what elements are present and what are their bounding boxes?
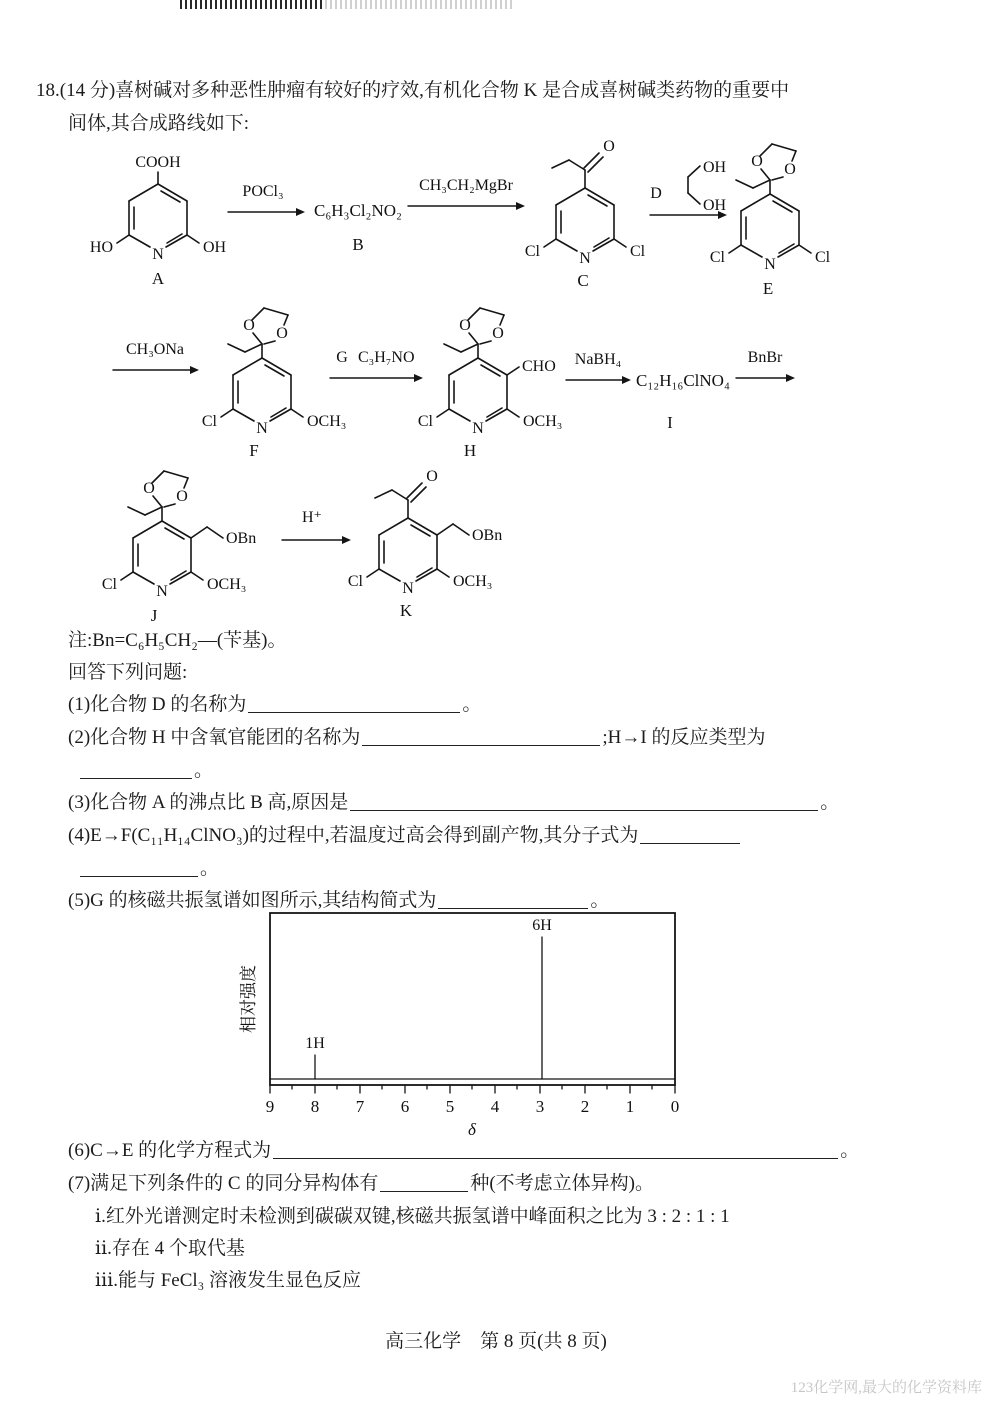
cho-group: CHO bbox=[522, 358, 556, 375]
reagent-nabh4: NaBH₄ bbox=[574, 351, 622, 368]
dioxolane-o: O bbox=[492, 325, 504, 342]
question-7 bbox=[68, 1171, 654, 1197]
n-atom: N bbox=[256, 420, 268, 437]
tick-8: 8 bbox=[310, 1097, 320, 1116]
n-atom: N bbox=[156, 583, 168, 600]
peak-6h bbox=[532, 917, 552, 1079]
obn-group: OBn bbox=[226, 530, 257, 547]
n-atom: N bbox=[152, 246, 164, 263]
q2-blank-2 bbox=[80, 762, 192, 779]
q2-period: 。 bbox=[194, 760, 214, 781]
n-atom: N bbox=[472, 420, 484, 437]
dioxolane-o: O bbox=[784, 161, 796, 178]
x-axis-tick-labels bbox=[266, 1097, 680, 1116]
note-bn: 注:Bn=C₆H₅CH₂—(苄基)。 bbox=[68, 630, 287, 651]
chart-frame bbox=[270, 913, 675, 1085]
reagent-d: D bbox=[650, 185, 662, 202]
tick-4: 4 bbox=[490, 1097, 500, 1116]
reaction-scheme-row1 bbox=[58, 136, 938, 308]
cl-atom: Cl bbox=[347, 573, 363, 590]
question-header-line1: 18.(14 分)喜树碱对多种恶性肿瘤有较好的疗效,有机化合物 K 是合成喜树碱类药物的重要中 bbox=[36, 80, 790, 101]
tick-7: 7 bbox=[355, 1097, 365, 1116]
carbonyl-o: O bbox=[603, 138, 615, 155]
question-7-condition-ii: ⅱ.存在 4 个取代基 bbox=[95, 1238, 245, 1259]
tick-5: 5 bbox=[445, 1097, 455, 1116]
q2-blank-1 bbox=[362, 729, 600, 746]
arrow-ch3ona bbox=[113, 341, 199, 374]
label-k: K bbox=[399, 601, 413, 620]
cl-atom: Cl bbox=[709, 249, 725, 266]
dioxolane-o: O bbox=[243, 317, 255, 334]
q7-blank bbox=[380, 1175, 468, 1192]
q1-text: (1)化合物 D 的名称为 bbox=[68, 694, 247, 715]
q4-text: (4)E→F(C₁₁H₁₄ClNO₃)的过程中,若温度过高会得到副产物,其分子式为 bbox=[68, 825, 639, 846]
label-i: I bbox=[667, 413, 673, 432]
q6-text: (6)C→E 的化学方程式为 bbox=[68, 1140, 272, 1161]
q3-blank bbox=[350, 794, 818, 811]
q7-text-2: 种(不考虑立体异构)。 bbox=[470, 1173, 654, 1194]
q4-blank-1 bbox=[640, 827, 740, 844]
label-b: B bbox=[352, 235, 364, 254]
question-1 bbox=[68, 692, 481, 718]
reagent-bnbr: BnBr bbox=[747, 349, 783, 366]
question-4 bbox=[68, 823, 742, 849]
cl-atom: Cl bbox=[815, 249, 831, 266]
arrow-hplus bbox=[282, 509, 351, 544]
och3-group: OCH₃ bbox=[307, 413, 347, 430]
q2-text: (2)化合物 H 中含氧官能团的名称为 bbox=[68, 727, 361, 748]
n-atom: N bbox=[402, 580, 414, 597]
reagent-g: G bbox=[336, 349, 348, 366]
label-a: A bbox=[151, 269, 165, 288]
reaction-scheme-row2 bbox=[58, 298, 938, 468]
q2-text-2: ;H→I 的反应类型为 bbox=[602, 727, 766, 748]
arrow-g bbox=[330, 349, 423, 382]
tick-1: 1 bbox=[625, 1097, 635, 1116]
label-e: E bbox=[762, 279, 774, 298]
oh-group: OH bbox=[203, 239, 227, 256]
peak-6h-label: 6H bbox=[532, 917, 552, 934]
reagent-c3h7no: C₃H₇NO bbox=[358, 349, 415, 366]
formula-b: C₆H₃Cl₂NO₂ bbox=[314, 201, 402, 220]
och3-group: OCH₃ bbox=[453, 573, 493, 590]
label-h: H bbox=[463, 441, 477, 460]
scan-artifact-faint bbox=[325, 0, 515, 9]
peak-1h bbox=[305, 1035, 325, 1079]
och3-group: OCH₃ bbox=[207, 576, 247, 593]
q1-period: 。 bbox=[462, 694, 482, 715]
label-j: J bbox=[150, 606, 158, 625]
och3-group: OCH₃ bbox=[523, 413, 563, 430]
question-7-condition-i: ⅰ.红外光谱测定时未检测到碳碳双键,核磁共振氢谱中峰面积之比为 3 : 2 : 1 : 1 bbox=[95, 1206, 730, 1227]
dioxolane-o: O bbox=[276, 325, 288, 342]
question-6 bbox=[68, 1138, 859, 1164]
cl-atom: Cl bbox=[101, 576, 117, 593]
scan-artifact bbox=[180, 0, 325, 9]
q5-text: (5)G 的核磁共振氢谱如图所示,其结构简式为 bbox=[68, 890, 437, 911]
dioxolane-o: O bbox=[176, 488, 188, 505]
answer-prompt: 回答下列问题: bbox=[68, 662, 188, 683]
structure-h bbox=[418, 308, 562, 460]
structure-c bbox=[525, 138, 646, 290]
question-2 bbox=[68, 725, 765, 751]
arrow-bnbr bbox=[736, 349, 795, 382]
structure-e bbox=[710, 144, 831, 298]
q5-period: 。 bbox=[590, 890, 610, 911]
q4-blank-2 bbox=[80, 860, 198, 877]
q3-period: 。 bbox=[820, 792, 840, 813]
glycol-oh-bottom: OH bbox=[703, 197, 727, 214]
tick-9: 9 bbox=[265, 1097, 275, 1116]
tick-3: 3 bbox=[535, 1097, 545, 1116]
reagent-pocl3: POCl₃ bbox=[242, 183, 284, 200]
question-4-cont bbox=[78, 856, 219, 882]
chart-xlabel: δ bbox=[468, 1120, 476, 1139]
x-axis-ticks bbox=[270, 1085, 675, 1093]
nmr-chart bbox=[238, 903, 708, 1143]
glycol-oh-top: OH bbox=[703, 159, 727, 176]
cooh-group: COOH bbox=[135, 154, 181, 171]
q1-blank bbox=[248, 696, 460, 713]
structure-k bbox=[348, 468, 502, 620]
dioxolane-o: O bbox=[751, 153, 763, 170]
reagent-grignard: CH₃CH₂MgBr bbox=[419, 177, 513, 194]
reaction-scheme-row3 bbox=[58, 458, 938, 636]
peak-1h-label: 1H bbox=[305, 1035, 325, 1052]
n-atom: N bbox=[764, 256, 776, 273]
cl-atom: Cl bbox=[417, 413, 433, 430]
label-f: F bbox=[249, 441, 259, 460]
cl-atom: Cl bbox=[524, 243, 540, 260]
q3-text: (3)化合物 A 的沸点比 B 高,原因是 bbox=[68, 792, 349, 813]
cl-atom: Cl bbox=[201, 413, 217, 430]
watermark: 123化学网,最大的化学资料库 bbox=[790, 1380, 982, 1396]
q7-text: (7)满足下列条件的 C 的同分异构体有 bbox=[68, 1173, 379, 1194]
structure-j bbox=[102, 471, 256, 625]
arrow-grignard bbox=[408, 177, 525, 210]
question-header-line2: 间体,其合成路线如下: bbox=[68, 113, 250, 134]
question-3 bbox=[68, 790, 839, 816]
page-footer: 高三化学 第 8 页(共 8 页) bbox=[385, 1331, 607, 1352]
ho-group: HO bbox=[89, 239, 113, 256]
cl-atom: Cl bbox=[630, 243, 646, 260]
q6-blank bbox=[273, 1142, 838, 1159]
q4-period: 。 bbox=[200, 858, 220, 879]
dioxolane-o: O bbox=[143, 480, 155, 497]
tick-2: 2 bbox=[580, 1097, 590, 1116]
carbonyl-o: O bbox=[426, 468, 438, 485]
n-atom: N bbox=[579, 250, 591, 267]
structure-f bbox=[202, 308, 346, 460]
q6-period: 。 bbox=[840, 1140, 860, 1161]
tick-6: 6 bbox=[400, 1097, 410, 1116]
arrow-nabh4 bbox=[566, 351, 631, 384]
question-2-cont bbox=[78, 758, 213, 784]
structure-a bbox=[90, 154, 227, 288]
arrow-glycol bbox=[650, 159, 727, 219]
label-c: C bbox=[577, 271, 589, 290]
question-7-condition-iii: ⅲ.能与 FeCl₃ 溶液发生显色反应 bbox=[95, 1270, 362, 1291]
obn-group: OBn bbox=[472, 527, 503, 544]
dioxolane-o: O bbox=[459, 317, 471, 334]
formula-i: C₁₂H₁₆ClNO₄ bbox=[636, 371, 730, 390]
reagent-ch3ona: CH₃ONa bbox=[125, 341, 185, 358]
tick-0: 0 bbox=[670, 1097, 680, 1116]
reagent-hplus: H⁺ bbox=[302, 509, 322, 526]
arrow-pocl3 bbox=[228, 183, 305, 216]
chart-ylabel: 相对强度 bbox=[239, 965, 258, 1033]
